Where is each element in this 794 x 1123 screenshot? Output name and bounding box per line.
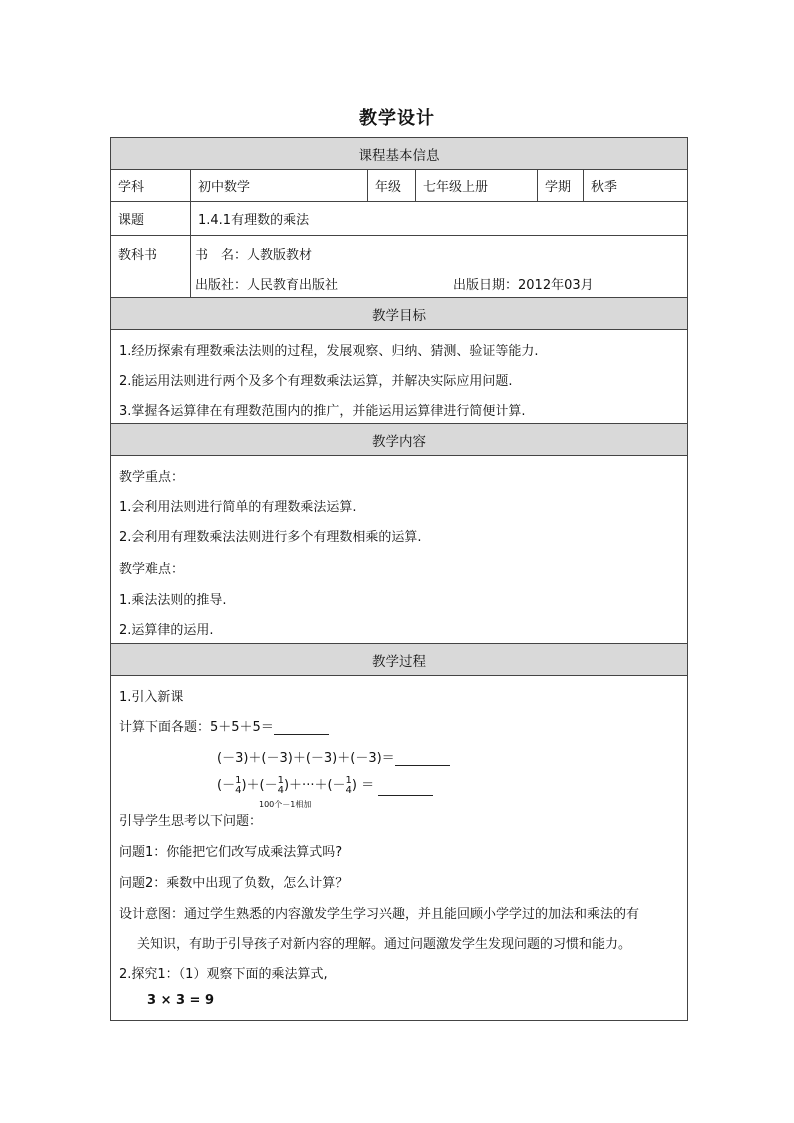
grade-value: 七年级上册: [415, 170, 537, 201]
subject-row: [111, 170, 687, 202]
goal-item: 2.能运用法则进行两个及多个有理数乘法运算，并解决实际应用问题.: [119, 374, 513, 389]
calc-expression-3-tail: ) ＝: [351, 778, 375, 793]
section-basic-header: [111, 138, 687, 170]
calc-expression-3-lead: (－: [217, 778, 236, 793]
grade-label: 年级: [367, 170, 415, 201]
section-goals-title: 教学目标: [372, 307, 426, 324]
subject-value: 初中数学: [190, 170, 367, 201]
content-item: 1.乘法法则的推导.: [119, 593, 227, 608]
calc-expression-1: 计算下面各题：5＋5＋5＝: [119, 720, 274, 735]
term-label: 学期: [537, 170, 583, 201]
calc-line-3: (－1 4)＋(－1 4)＋···＋(－1 4) ＝: [217, 774, 433, 796]
fraction-quarter: 1 4: [277, 774, 284, 796]
difficult-points-heading: 教学难点：: [119, 562, 185, 577]
answer-blank: [378, 783, 433, 796]
goals-body: [111, 330, 687, 424]
subject-label: 学科: [118, 180, 145, 195]
question-2: 问题2：乘数中出现了负数，怎么计算？: [119, 876, 349, 891]
answer-blank: [274, 722, 329, 735]
section-content-header: [111, 424, 687, 456]
content-item: 1.会利用法则进行简单的有理数乘法运算.: [119, 500, 357, 515]
calc-line-1: [119, 716, 329, 735]
topic-value: 1.4.1有理数的乘法: [190, 202, 687, 235]
fraction-quarter: 1 4: [345, 774, 352, 796]
step-intro: 1.引入新课: [119, 690, 184, 705]
key-points-heading: 教学重点：: [119, 470, 185, 485]
fraction-quarter: 1 4: [235, 774, 242, 796]
design-intent-line-2: 关知识，有助于引导孩子对新内容的理解。通过问题激发学生发现问题的习惯和能力。: [137, 937, 632, 952]
document-title: 教学设计: [359, 108, 435, 129]
brace-annotation: 100个－1相加: [259, 800, 312, 809]
topic-row: [111, 202, 687, 236]
publisher: 出版社：人民教育出版社: [195, 278, 339, 293]
step-explore: 2.探究1：（1）观察下面的乘法算式,: [119, 967, 328, 982]
content-item: 2.会利用有理数乘法法则进行多个有理数相乘的运算.: [119, 530, 422, 545]
answer-blank: [395, 753, 450, 766]
textbook-info: [190, 236, 687, 297]
publish-date: 出版日期：2012年03月: [453, 278, 594, 293]
guide-text: 引导学生思考以下问题：: [119, 814, 263, 829]
goal-item: 1.经历探索有理数乘法法则的过程，发展观察、归纳、猜测、验证等能力.: [119, 344, 539, 359]
textbook-row: [111, 236, 687, 298]
term-value: 秋季: [583, 170, 687, 201]
section-process-header: [111, 644, 687, 676]
question-1: 问题1：你能把它们改写成乘法算式吗?: [119, 845, 343, 860]
design-intent-line-1: 设计意图：通过学生熟悉的内容激发学生学习兴趣，并且能回顾小学学过的加法和乘法的有: [119, 907, 640, 922]
section-process-title: 教学过程: [372, 653, 426, 670]
process-body: [111, 676, 687, 1020]
content-body: [111, 456, 687, 644]
equation-1: 3 × 3 = 9: [147, 993, 215, 1008]
section-goals-header: [111, 298, 687, 330]
content-item: 2.运算律的运用.: [119, 623, 214, 638]
lesson-table: [110, 137, 688, 1021]
section-content-title: 教学内容: [372, 433, 426, 450]
topic-label: 课题: [118, 213, 145, 228]
book-name: 书 名：人教版教材: [195, 248, 313, 263]
section-basic-title: 课程基本信息: [358, 147, 440, 164]
calc-expression-2: (－3)＋(－3)＋(－3)＋(－3)＝: [217, 751, 395, 766]
textbook-label: 教科书: [118, 248, 158, 263]
goal-item: 3.掌握各运算律在有理数范围内的推广，并能运用运算律进行简便计算.: [119, 404, 526, 419]
calc-line-2: [217, 747, 450, 766]
